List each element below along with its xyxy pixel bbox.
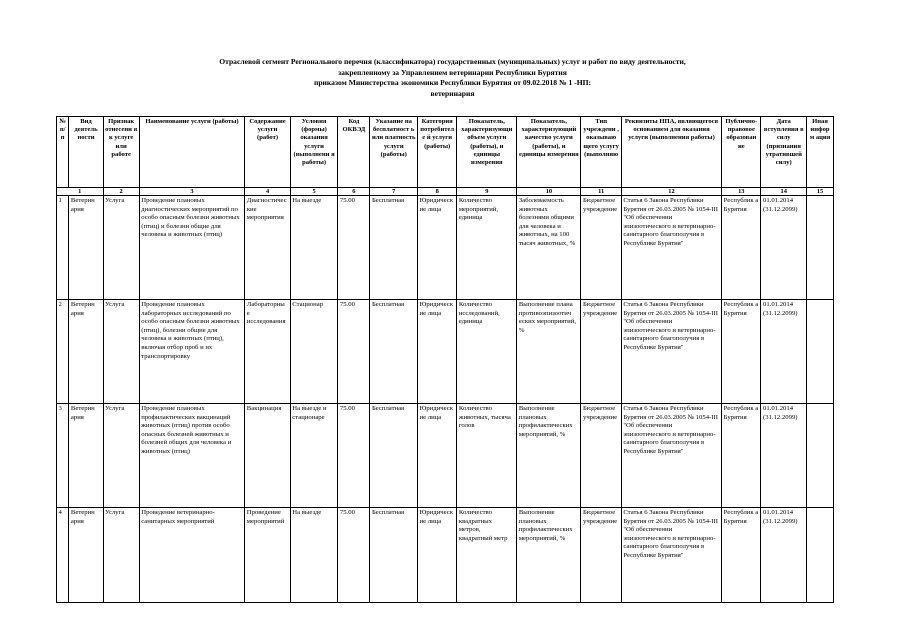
okved-cell: 75.00 [338,196,370,300]
column-number: 6 [338,188,370,196]
date-cell: 01.01.2014 (31.12.2099) [761,508,807,603]
institution-type-cell: Бюджетное учреждение [581,508,621,603]
header-cell: Признак отнесени я к услуге или работе [103,117,139,188]
title-line-3: приказом Министерства экономики Республики Бурятия от 09.02.2018 № 1 -НП: [313,78,592,88]
date-cell: 01.01.2014 (31.12.2099) [761,300,807,404]
activity-cell: Ветерин ария [69,508,103,603]
conditions-cell: На выезде [290,508,338,603]
date-cell: 01.01.2014 (31.12.2099) [761,404,807,508]
column-number: 12 [621,188,721,196]
quality-cell: Заболеваемость животных болезнями общими для человека и животных, на 100 тысяч животных, % [517,196,581,300]
column-number: 7 [370,188,418,196]
column-number: 10 [517,188,581,196]
row-number: 2 [57,300,69,404]
column-number: 4 [245,188,291,196]
column-number: 11 [581,188,621,196]
table-row [57,404,834,508]
volume-cell: Количество квадратных метров, квадратный метр [457,508,517,603]
other-info-cell [806,300,833,404]
table-row [57,196,834,300]
category-cell: Юридическ ие лица [418,508,457,603]
okved-cell: 75.00 [338,508,370,603]
header-cell: Указание на бесплатност ь или платность услуги (работы) [370,117,418,188]
npa-cell: Статья 6 Закона Республики Бурятия от 26.03.2005 № 1054-III "Об обеспечении эпизоотического и ветеринарно-санитарного благополучия в Республике Бурятия" [621,196,721,300]
header-cell: Иная информ ация [806,117,833,188]
conditions-cell: На выезде и стационаре [290,404,338,508]
npa-cell: Статья 6 Закона Республики Бурятия от 26.03.2005 № 1054-III "Об обеспечении эпизоотического и ветеринарно-санитарного благополучия в Республике Бурятия" [621,508,721,603]
content-cell: Лабораторны е исследования [245,300,291,404]
header-cell: Условия (формы) оказания услуги (выполнени я работы) [290,117,338,188]
payment-cell: Бесплатная [370,300,418,404]
npa-cell: Статья 6 Закона Республики Бурятия от 26.03.2005 № 1054-III "Об обеспечении эпизоотического и ветеринарно-санитарного благополучия в Республике Бурятия" [621,404,721,508]
sign-cell: Услуга [103,196,139,300]
sign-cell: Услуга [103,508,139,603]
header-cell: Категория потребителе й услуги (работы) [418,117,457,188]
header-cell: Вид деятель ности [69,117,103,188]
entity-cell: Республик а Бурятия [722,196,761,300]
content-cell: Диагностичес кие мероприятия [245,196,291,300]
institution-type-cell: Бюджетное учреждение [581,300,621,404]
table-row [57,300,834,404]
entity-cell: Республик а Бурятия [722,404,761,508]
header-cell: Показатель, характеризующий качество услуги (работы), и единицы измерения [517,117,581,188]
content-cell: Проведение мероприятий [245,508,291,603]
service-name-cell: Проведение плановых лабораторных исследований по особо опасным болезни животных (птиц), болезни общие для человека и животных (птиц), включая отбор проб и их транспортировку [139,300,245,404]
column-number: 8 [418,188,457,196]
column-number: 1 [57,188,104,196]
entity-cell: Республик а Бурятия [722,508,761,603]
npa-cell: Статья 6 Закона Республики Бурятия от 26.03.2005 № 1054-III "Об обеспечении эпизоотического и ветеринарно-санитарного благополучия в Республике Бурятия" [621,300,721,404]
date-cell: 01.01.2014 (31.12.2099) [761,196,807,300]
column-number: 14 [761,188,807,196]
other-info-cell [806,196,833,300]
title-line-4: ветеринария [430,88,475,98]
institution-type-cell: Бюджетное учреждение [581,196,621,300]
quality-cell: Выполнение плановых профилактических мероприятий, % [517,508,581,603]
payment-cell: Бесплатная [370,508,418,603]
category-cell: Юридическ ие лица [418,196,457,300]
entity-cell: Республик а Бурятия [722,300,761,404]
payment-cell: Бесплатная [370,196,418,300]
activity-cell: Ветерин ария [69,404,103,508]
category-cell: Юридическ ие лица [418,404,457,508]
column-number: 15 [806,188,833,196]
header-cell: № п/п [57,117,69,188]
category-cell: Юридическ ие лица [418,300,457,404]
other-info-cell [806,508,833,603]
services-table [56,116,834,603]
sign-cell: Услуга [103,300,139,404]
okved-cell: 75.00 [338,404,370,508]
header-cell: Показатель, характеризующи объем услуги (работы), и единицы измерения [457,117,517,188]
title-line-1: Отраслевой сегмент Регионального перечня (классификатора) государственных (муниципальных) услуг и работ по виду деятельности, [219,57,686,66]
document-title [0,57,905,99]
row-number: 3 [57,404,69,508]
other-info-cell [806,404,833,508]
volume-cell: Количество исследований, единица [457,300,517,404]
service-name-cell: Проведение ветеринарно-санитарных мероприятий [139,508,245,603]
column-number-row [57,188,834,196]
header-cell: Содержание услуги (работ) [245,117,291,188]
row-number: 4 [57,508,69,603]
service-name-cell: Проведение плановых диагностических мероприятий по особо опасным болезни животных (птиц) и болезни общие для человека и животных (птиц) [139,196,245,300]
header-cell: Дата вступления в силу (признания утратившей силу) [761,117,807,188]
activity-cell: Ветерин ария [69,196,103,300]
conditions-cell: На выезде [290,196,338,300]
table-row [57,508,834,603]
activity-cell: Ветерин ария [69,300,103,404]
header-cell: Наименование услуги (работы) [139,117,245,188]
table-header-row [57,117,834,188]
column-number: 3 [139,188,245,196]
quality-cell: Выполнение плановых профилактических мероприятий, % [517,404,581,508]
header-cell: Публично- правовое образован ие [722,117,761,188]
volume-cell: Количество мероприятий, единица [457,196,517,300]
column-number: 5 [290,188,338,196]
payment-cell: Бесплатная [370,404,418,508]
sign-cell: Услуга [103,404,139,508]
conditions-cell: Стационар [290,300,338,404]
content-cell: Вакцинация [245,404,291,508]
column-number: 13 [722,188,761,196]
header-cell: Реквизиты НПА, являющегося основанием для оказания услуги (выполнения работы) [621,117,721,188]
title-line-2: закрепленному за Управлением ветеринарии Республики Бурятия [338,67,567,77]
institution-type-cell: Бюджетное учреждение [581,404,621,508]
column-number: 9 [457,188,517,196]
header-cell: Тип учреждени , оказываю щего услугу (выполняю [581,117,621,188]
row-number: 1 [57,196,69,300]
header-cell: Код ОКВЭД [338,117,370,188]
okved-cell: 75.00 [338,300,370,404]
volume-cell: Количество животных, тысяча голов [457,404,517,508]
column-number: 2 [103,188,139,196]
service-name-cell: Проведение плановых профилактических вакцинаций животных (птиц) против особо опасных болезней животных и болезней общих для человека и животных (птиц) [139,404,245,508]
quality-cell: Выполнение плана противоэпизоотич еских мероприятий, % [517,300,581,404]
